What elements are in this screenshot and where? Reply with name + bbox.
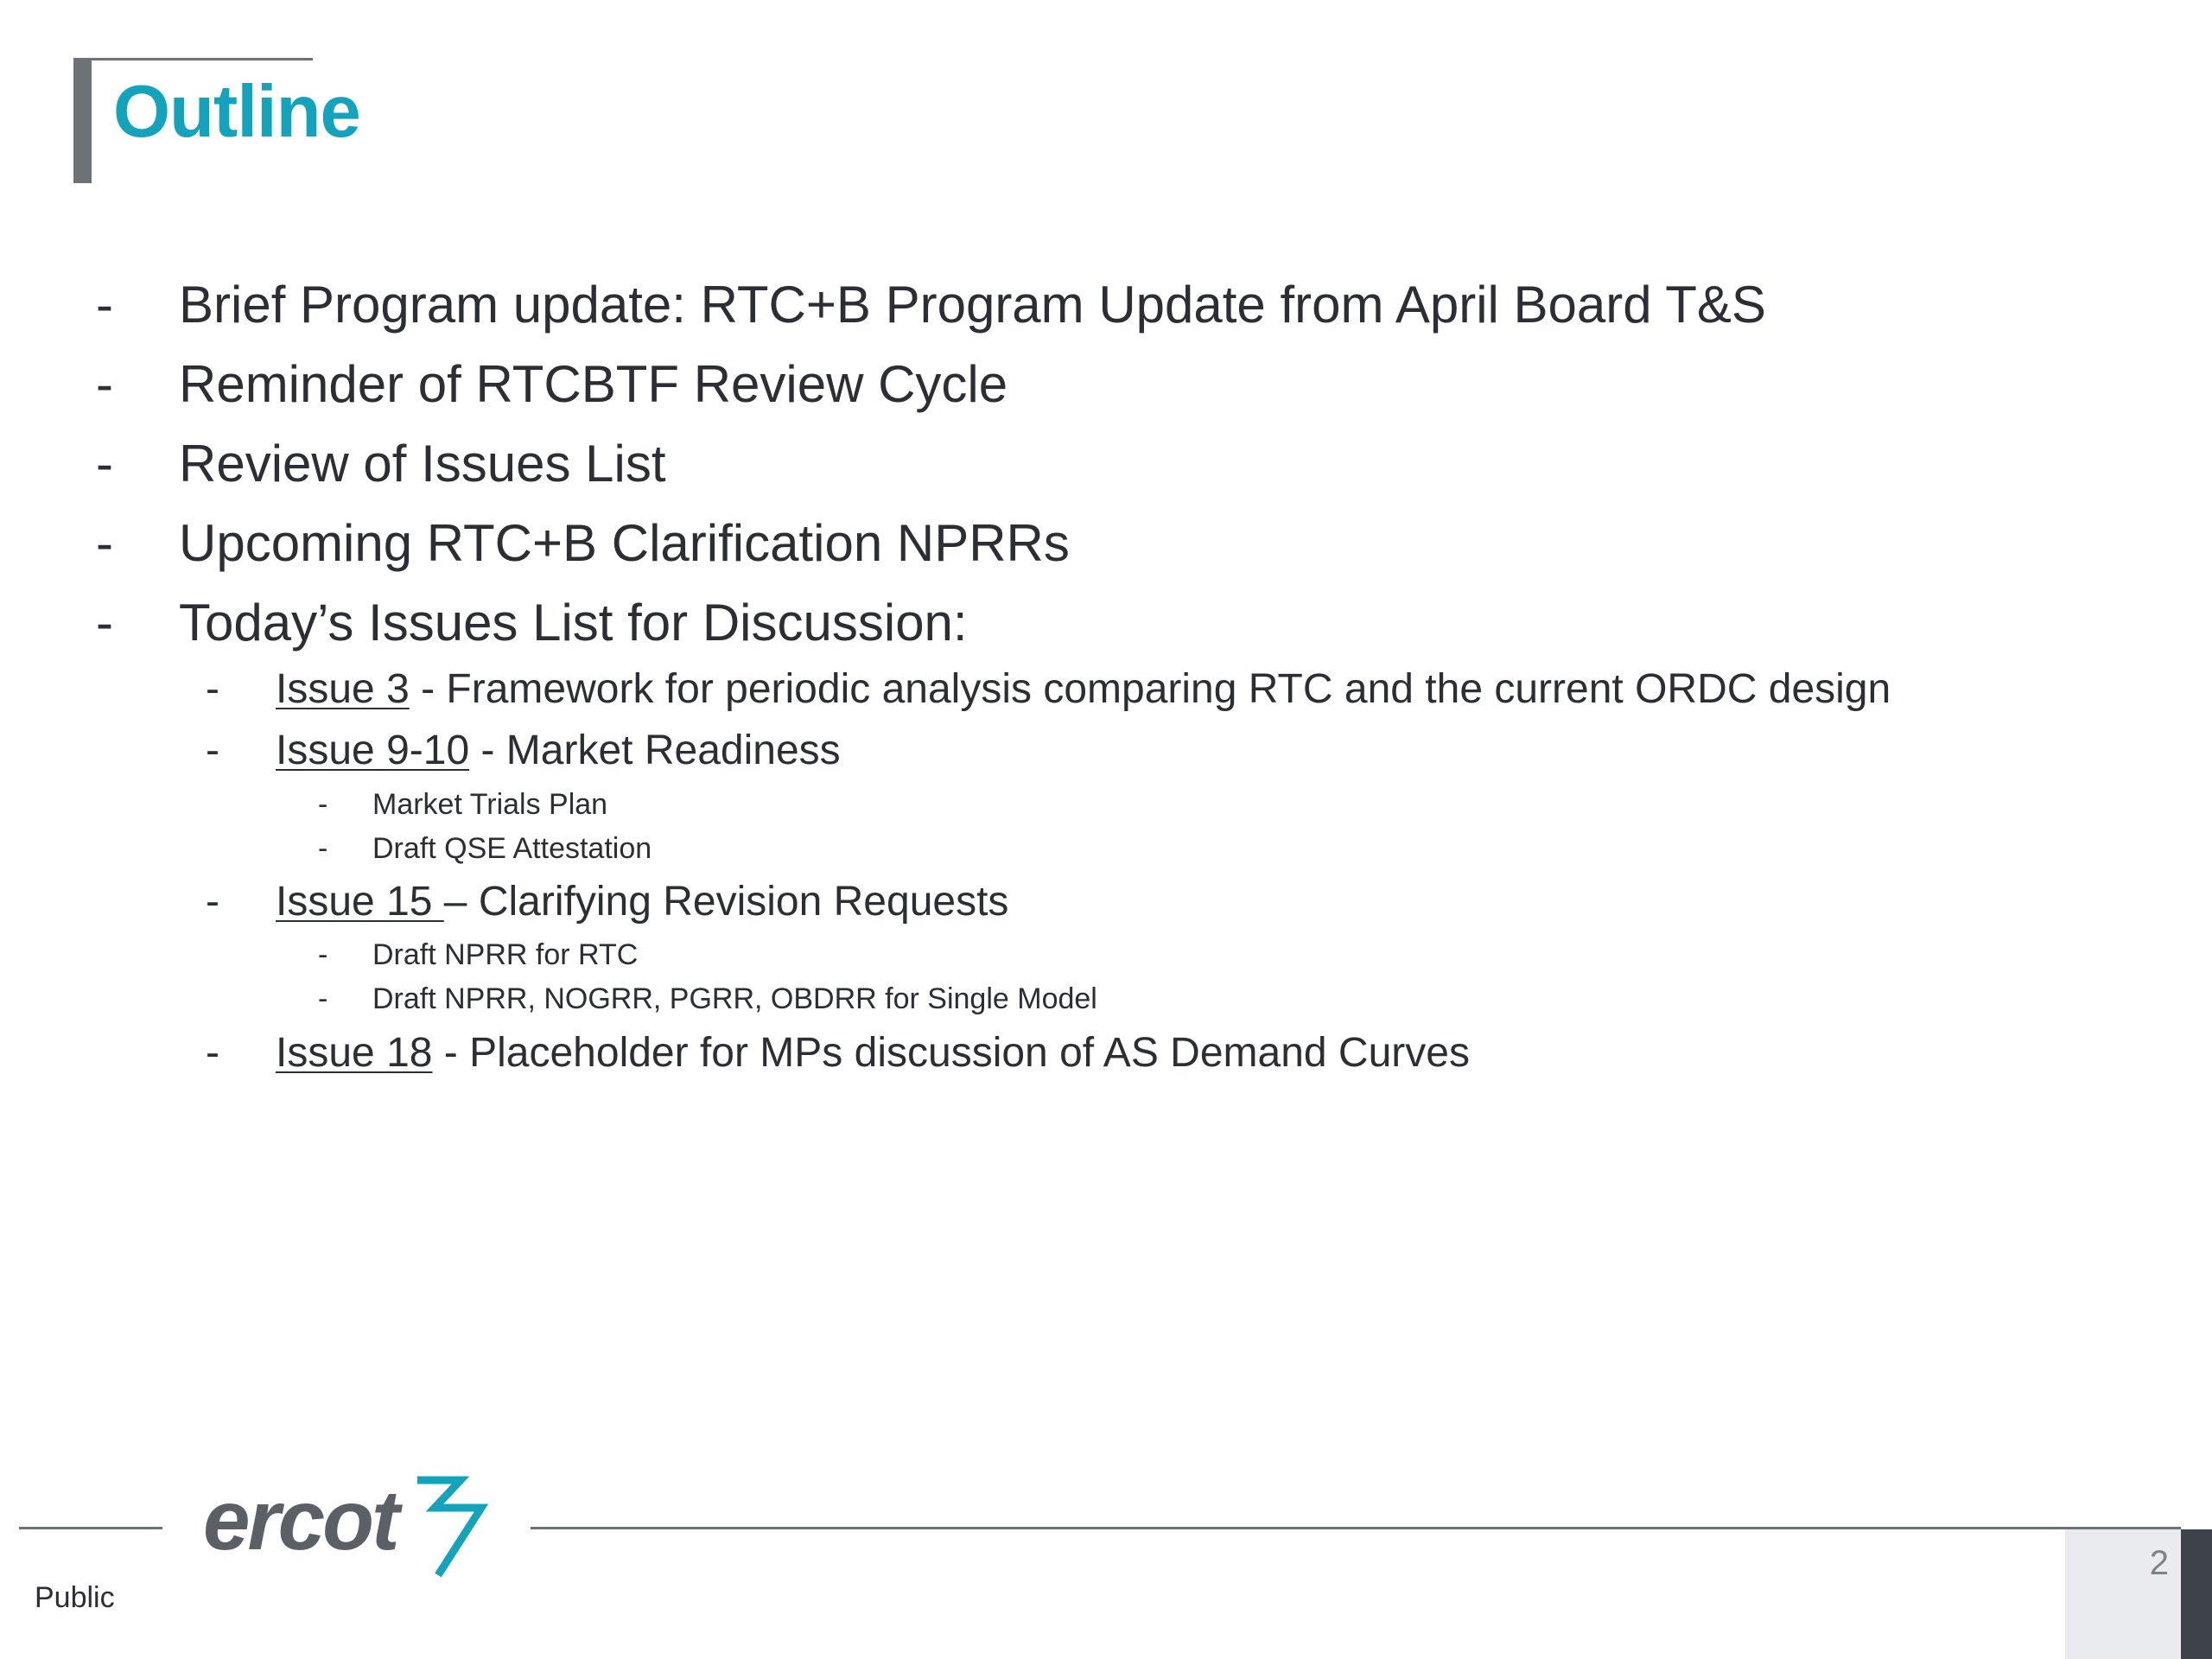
issue-description: - Placeholder for MPs discussion of AS Demand Curves [432, 1030, 1470, 1076]
issue-text [276, 665, 1891, 714]
bullet-dash: - [206, 666, 219, 712]
bullet-dash: - [318, 788, 328, 821]
bullet-dash: - [318, 938, 328, 971]
bullet-dash: - [96, 435, 113, 493]
outline-item-text: Reminder of RTCBTF Review Cycle [179, 355, 1008, 413]
issue-link[interactable]: Issue 9-10 [276, 728, 470, 773]
issue-text [276, 878, 1008, 926]
footer-rule-right [531, 1527, 2181, 1529]
ercot-logo [203, 1473, 488, 1581]
sub-item-text: Draft QSE Attestation [372, 832, 652, 865]
bullet-dash: - [318, 832, 328, 865]
bullet-dash: - [96, 514, 113, 572]
issue-text [276, 727, 841, 775]
sub-item-text: Draft NPRR, NOGRR, PGRR, OBDRR for Single Model [372, 982, 1097, 1015]
bullet-dash: - [96, 276, 113, 334]
issue-description: - Framework for periodic analysis comparing RTC and the current ORDC design [409, 666, 1891, 712]
bullet-dash: - [96, 355, 113, 413]
issue-text [276, 1029, 1470, 1077]
logo-wordmark: ercot [203, 1473, 397, 1567]
issue-link[interactable]: Issue 3 [276, 666, 410, 712]
page-edge-accent [2181, 1529, 2212, 1659]
classification-label: Public [35, 1581, 115, 1614]
bullet-dash: - [206, 1030, 219, 1076]
title-accent-bar [73, 58, 92, 183]
issue-link[interactable]: Issue 18 [276, 1030, 433, 1076]
page-number: 2 [2149, 1544, 2169, 1582]
slide-title: Outline [113, 71, 360, 153]
lightning-bolt-icon [417, 1480, 481, 1575]
outline-item-text: Today’s Issues List for Discussion: [179, 594, 968, 652]
outline-item-text: Brief Program update: RTC+B Program Update from April Board T&S [179, 276, 1766, 334]
bullet-dash: - [318, 982, 328, 1015]
outline-item-text: Upcoming RTC+B Clarification NPRRs [179, 514, 1070, 572]
issue-description: – Clarifying Revision Requests [443, 879, 1009, 925]
bullet-dash: - [206, 879, 219, 925]
sub-item-text: Draft NPRR for RTC [372, 938, 639, 971]
issue-link[interactable]: Issue 15 [276, 879, 444, 925]
outline-item-text: Review of Issues List [179, 435, 666, 493]
issue-description: - Market Readiness [469, 728, 841, 773]
bullet-dash: - [96, 594, 113, 652]
footer-rule-left [19, 1527, 162, 1529]
sub-item-text: Market Trials Plan [372, 788, 608, 821]
title-accent-line [73, 58, 313, 60]
bullet-dash: - [206, 728, 219, 773]
